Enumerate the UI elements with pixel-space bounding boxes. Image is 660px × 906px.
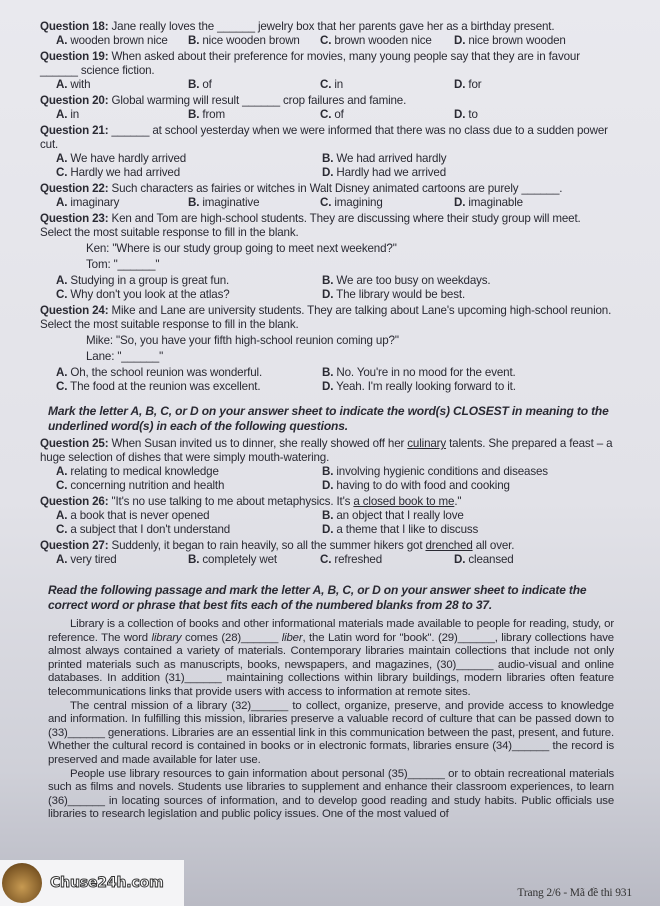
dialog-line: Ken: "Where is our study group going to meet next weekend?": [86, 242, 397, 255]
option-letter: C.: [320, 108, 332, 121]
options: [40, 553, 614, 567]
option-letter: A.: [56, 78, 68, 91]
option: [188, 34, 320, 48]
passage-paragraph: [48, 700, 614, 768]
option-letter: B.: [188, 196, 200, 209]
options: [40, 274, 614, 302]
option: [56, 152, 322, 166]
underlined-word: a closed book to me: [353, 495, 455, 508]
option-text: We are too busy on weekdays.: [336, 274, 491, 287]
option-text: Studying in a group is great fun.: [70, 274, 230, 287]
options: [40, 108, 614, 122]
option-text: Oh, the school reunion was wonderful.: [70, 366, 263, 379]
option: [322, 523, 612, 537]
passage-text: Library is a collection of books and other informational materials made available to people for reading, study, or reference. The word: [48, 618, 614, 644]
option-text: from: [202, 108, 225, 121]
option: [320, 34, 454, 48]
option: [322, 152, 612, 166]
option-text: of: [202, 78, 212, 91]
option-letter: C.: [320, 34, 332, 47]
option-letter: D.: [454, 553, 466, 566]
option: [320, 78, 454, 92]
question-text: Global warming will result ______ crop failures and famine.: [108, 94, 407, 107]
question-label: Question 21:: [40, 124, 109, 137]
option-text: relating to medical knowledge: [70, 465, 219, 478]
option-text: The library would be best.: [336, 288, 466, 301]
option-text: Why don't you look at the atlas?: [70, 288, 230, 301]
option: [56, 366, 322, 380]
question-text: When Susan invited us to dinner, she really showed off her: [108, 437, 408, 450]
option-text: a book that is never opened: [70, 509, 210, 522]
option: [322, 479, 612, 493]
option-letter: C.: [56, 479, 68, 492]
option-text: cleansed: [468, 553, 514, 566]
option-text: very tired: [70, 553, 117, 566]
option-letter: C.: [320, 196, 332, 209]
option: [188, 196, 320, 210]
option-letter: D.: [322, 479, 334, 492]
option: [188, 108, 320, 122]
option-letter: D.: [322, 166, 334, 179]
question: [40, 495, 614, 537]
option: [56, 274, 322, 288]
options: [40, 78, 614, 92]
option-letter: D.: [322, 380, 334, 393]
question-text: Suddenly, it began to rain heavily, so all the summer hikers got: [108, 539, 426, 552]
option-text: wooden brown nice: [70, 34, 168, 47]
option-text: having to do with food and cooking: [336, 479, 510, 492]
question: [40, 182, 614, 210]
option: [454, 553, 604, 567]
option-text: imaginative: [202, 196, 260, 209]
option-letter: D.: [322, 523, 334, 536]
passage-text: liber: [281, 631, 303, 644]
option: [322, 366, 612, 380]
option-text: We have hardly arrived: [70, 152, 187, 165]
dialog-line: Lane: "______": [86, 350, 164, 363]
passage-paragraph: [48, 768, 614, 822]
option-text: imaginary: [70, 196, 120, 209]
question-label: Question 22:: [40, 182, 109, 195]
option-text: Hardly we had arrived: [70, 166, 180, 179]
option-letter: B.: [322, 152, 334, 165]
question-stem: [40, 495, 614, 509]
option-letter: A.: [56, 196, 68, 209]
option-letter: A.: [56, 108, 68, 121]
option-text: nice wooden brown: [202, 34, 300, 47]
question-text: all over.: [472, 539, 515, 552]
option-text: refreshed: [334, 553, 383, 566]
option-letter: C.: [320, 553, 332, 566]
option: [320, 553, 454, 567]
option-text: to: [468, 108, 478, 121]
question: [40, 437, 614, 493]
passage-text: The central mission of a library (32)______ to collect, organize, preserve, and provide access to knowledge and information. In fulfilling this mission, libraries preserve a valuable record of culture that can be passed down to (33)______ generations. Libraries are an essential link in this communication between the past, present, and future. Whether the cultural record is contained in books or in electronic formats, libraries ensure (34)______ the record is preserved and made available for later use.: [48, 699, 614, 766]
question-text: When asked about their preference for movies, many young people say that they are in favour ______ science fiction.: [40, 50, 580, 77]
option-text: Hardly had we arrived: [336, 166, 446, 179]
option-letter: A.: [56, 465, 68, 478]
option-letter: A.: [56, 366, 68, 379]
option-letter: A.: [56, 34, 68, 47]
options: [40, 152, 614, 180]
option-text: imagining: [334, 196, 383, 209]
options: [40, 465, 614, 493]
question-stem: [40, 50, 614, 78]
dialog-line: Tom: "______": [86, 258, 160, 271]
option-letter: B.: [188, 78, 200, 91]
question-text: .": [454, 495, 462, 508]
passage-text: , the Latin word for "book". (29)______, library collections have almost always contained a variety of materials. Contemporary libraries maintain collections that include not only printed materials such as manuscripts, books, newspapers, and magazines, (30)______ audio-visual and online databases. In addition (31)______ maintaining collections within library buildings, modern libraries often feature telecommunications links that provide users with access to information at remote sites.: [48, 631, 614, 698]
option: [320, 196, 454, 210]
dialog-line: Mike: "So, you have your fifth high-school reunion coming up?": [86, 334, 399, 347]
option: [56, 509, 322, 523]
option-text: in: [334, 78, 344, 91]
question-label: Question 19:: [40, 50, 109, 63]
question-stem: [40, 124, 614, 152]
option-letter: A.: [56, 152, 68, 165]
option: [322, 288, 612, 302]
question-23: Question 23: Ken and Tom are high-school students. They are discussing where their study group will meet. Select the most suitable response to fill in the blank. Ken: "Where is our study group going to meet next weekend?" Tom: "______" A. Studying in a group is great fun. B. We are too busy on weekdays. C. Why don't you look at the atlas? D. The library would be best.: [40, 212, 614, 302]
underlined-word: drenched: [425, 539, 473, 552]
option-letter: B.: [188, 34, 200, 47]
option: [56, 523, 322, 537]
question-label: Question 25:: [40, 437, 109, 450]
option: [56, 78, 188, 92]
question-stem: [40, 437, 614, 465]
option: [322, 465, 612, 479]
option-letter: A.: [56, 274, 68, 287]
option-letter: B.: [322, 465, 334, 478]
option: [454, 78, 604, 92]
question: [40, 124, 614, 180]
option: [56, 553, 188, 567]
option-text: concerning nutrition and health: [70, 479, 225, 492]
instruction-closest-meaning: Mark the letter A, B, C, or D on your answer sheet to indicate the word(s) CLOSEST in meaning to the underlined word(s) in each of the following questions.: [48, 404, 609, 433]
option-text: a theme that I like to discuss: [336, 523, 479, 536]
option-letter: D.: [454, 196, 466, 209]
option: [188, 78, 320, 92]
questions-18-22: [40, 20, 614, 210]
option-text: for: [468, 78, 482, 91]
passage-text: library: [151, 631, 182, 644]
passage: [48, 618, 614, 822]
option-letter: B.: [188, 553, 200, 566]
option: [322, 509, 612, 523]
option-text: We had arrived hardly: [336, 152, 447, 165]
options: [40, 196, 614, 210]
question: [40, 539, 614, 567]
passage-paragraph: [48, 618, 614, 700]
option-letter: A.: [56, 553, 68, 566]
instruction-passage: Read the following passage and mark the letter A, B, C, or D on your answer sheet to indicate the correct word or phrase that best fits each of the numbered blanks from 28 to 37.: [48, 583, 587, 612]
option: [56, 288, 322, 302]
option-text: nice brown wooden: [468, 34, 566, 47]
watermark-logo: [0, 860, 184, 906]
question: [40, 20, 614, 48]
option: [56, 108, 188, 122]
option-letter: B.: [322, 509, 334, 522]
question: [40, 50, 614, 92]
option-text: a subject that I don't understand: [70, 523, 231, 536]
option-letter: B.: [322, 366, 334, 379]
question-label: Question 26:: [40, 495, 109, 508]
option-letter: C.: [56, 288, 68, 301]
question-label: Question 20:: [40, 94, 109, 107]
option-text: of: [334, 108, 344, 121]
option: [454, 108, 604, 122]
question-stem: [40, 20, 614, 34]
option-text: The food at the reunion was excellent.: [70, 380, 261, 393]
option: [322, 274, 612, 288]
option: [56, 196, 188, 210]
option: [322, 166, 612, 180]
question-stem: [40, 94, 614, 108]
question-text: talents. She prepared a feast – a huge selection of dishes that were simply mouth-watering.: [40, 437, 613, 464]
option-letter: A.: [56, 509, 68, 522]
passage-text: comes (28)______: [181, 631, 282, 644]
option: [56, 34, 188, 48]
option-text: an object that I really love: [336, 509, 464, 522]
option: [56, 479, 322, 493]
option: [322, 380, 612, 394]
option-text: with: [70, 78, 91, 91]
underlined-word: culinary: [407, 437, 447, 450]
option-letter: D.: [454, 108, 466, 121]
option-letter: D.: [454, 34, 466, 47]
option-letter: C.: [56, 166, 68, 179]
question-stem: [40, 539, 614, 553]
option: [454, 34, 604, 48]
option: [320, 108, 454, 122]
question-label: Question 18:: [40, 20, 109, 33]
question: [40, 94, 614, 122]
question-stem: [40, 182, 614, 196]
question-text: "It's no use talking to me about metaphysics. It's: [108, 495, 354, 508]
exam-page: [40, 20, 614, 822]
option: [188, 553, 320, 567]
option-text: imaginable: [468, 196, 523, 209]
options: [40, 34, 614, 48]
options: [40, 509, 614, 537]
option-letter: C.: [56, 380, 68, 393]
page-footer: Trang 2/6 - Mã đề thi 931: [517, 887, 632, 899]
option-text: Yeah. I'm really looking forward to it.: [336, 380, 516, 393]
question-24: Question 24: Mike and Lane are university students. They are talking about Lane's upcoming high-school reunion. Select the most suitable response to fill in the blank. Mike: "So, you have your fifth high-school reunion coming up?" Lane: "______" A. Oh, the school reunion was wonderful. B. No. You're in no mood for the event. C. The food at the reunion was excellent. D. Yeah. I'm really looking forward to it.: [40, 304, 614, 394]
option-text: brown wooden nice: [334, 34, 432, 47]
option: [56, 465, 322, 479]
option-letter: C.: [56, 523, 68, 536]
option: [56, 380, 322, 394]
watermark-text: Chuse24h.com: [50, 875, 164, 891]
option-text: No. You're in no mood for the event.: [336, 366, 516, 379]
option-text: in: [70, 108, 80, 121]
questions-25-27: [40, 437, 614, 567]
option-text: involving hygienic conditions and diseases: [336, 465, 548, 478]
option-letter: B.: [322, 274, 334, 287]
option-text: completely wet: [202, 553, 277, 566]
option-letter: D.: [322, 288, 334, 301]
logo-image: [2, 863, 42, 903]
option: [56, 166, 322, 180]
option-letter: C.: [320, 78, 332, 91]
option: [454, 196, 604, 210]
question-text: ______ at school yesterday when we were informed that there was no class due to a sudden power cut.: [40, 124, 608, 151]
bottom-bar: [0, 854, 660, 906]
options: [40, 366, 614, 394]
question-label: Question 27:: [40, 539, 109, 552]
question-text: Jane really loves the ______ jewelry box that her parents gave her as a birthday present.: [108, 20, 555, 33]
question-text: Such characters as fairies or witches in Walt Disney animated cartoons are purely ______.: [108, 182, 563, 195]
option-letter: D.: [454, 78, 466, 91]
option-letter: B.: [188, 108, 200, 121]
passage-text: People use library resources to gain information about personal (35)______ or to obtain recreational materials such as films and novels. Students use libraries to supplement and enhance their classroom experiences, to learn (36)______ in locating sources of information, and to develop good reading and study habits. Public officials use libraries to research legislation and public policy issues. One of the most valued of: [48, 767, 614, 821]
